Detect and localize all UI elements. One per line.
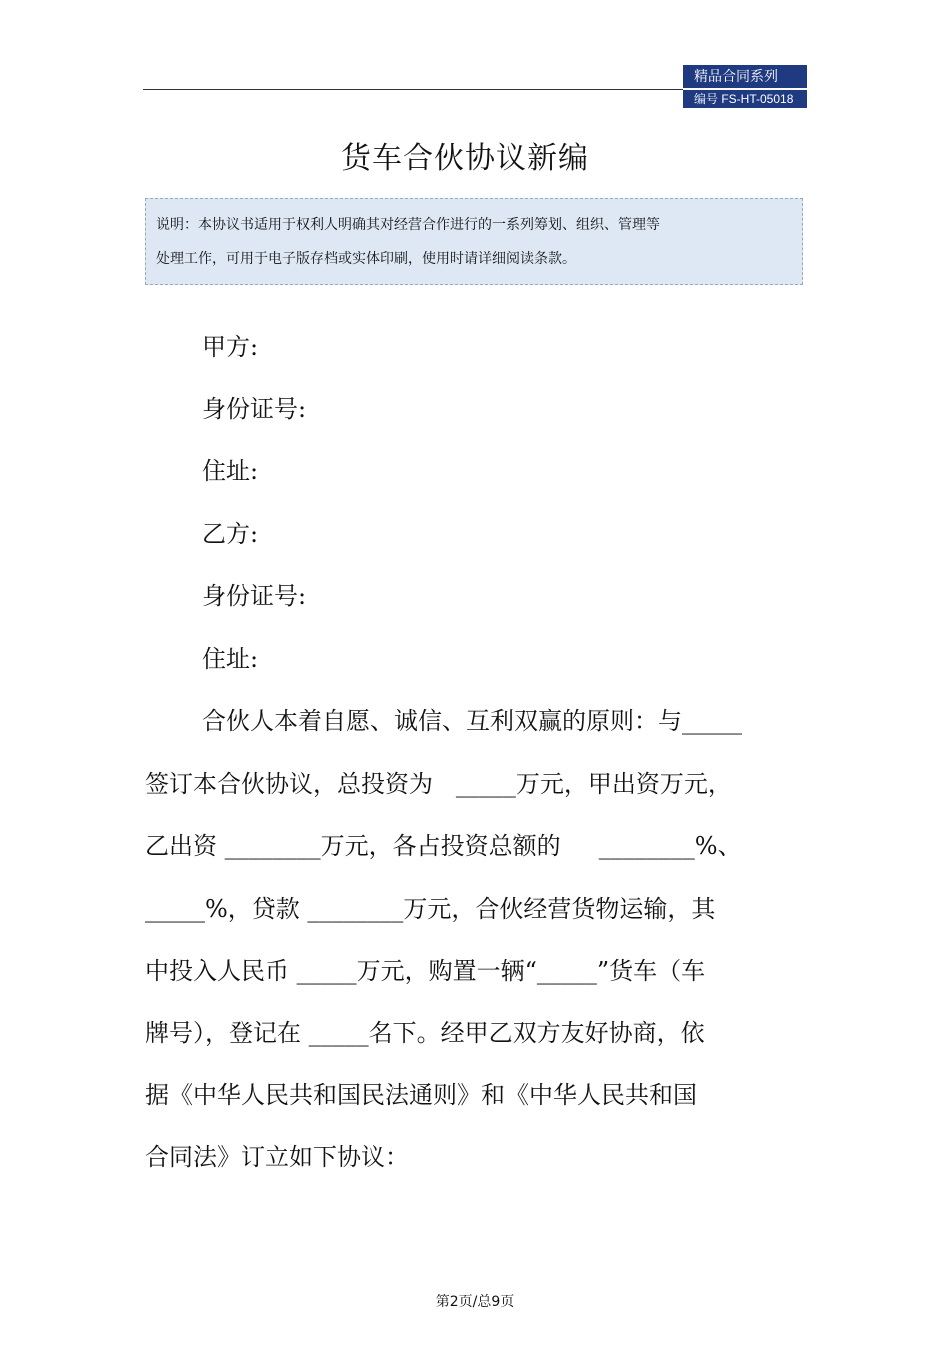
body-line: 据《中华人民共和国民法通则》和《中华人民共和国: [145, 1081, 697, 1109]
party-b-address-label: 住址:: [202, 645, 259, 673]
series-label: 精品合同系列: [683, 65, 807, 88]
body-line: 签订本合伙协议，总投资为 _____万元，甲出资万元，: [145, 770, 732, 798]
note-line: 处理工作，可用于电子版存档或实体印刷，使用时请详细阅读条款。: [156, 251, 576, 267]
party-a-address-label: 住址:: [202, 457, 259, 485]
doc-number: 编号 FS-HT-05018: [683, 89, 807, 108]
body-line: _____%，贷款 ________万元，合伙经营货物运输，其: [145, 895, 716, 923]
party-a-label: 甲方:: [202, 333, 259, 361]
body-line: 合伙人本着自愿、诚信、互利双赢的原则：与_____: [202, 707, 742, 735]
note-line: 说明：本协议书适用于权利人明确其对经营合作进行的一系列筹划、组织、管理等: [156, 217, 660, 233]
body-line: 乙出资 ________万元，各占投资总额的 ________%、: [145, 832, 742, 860]
instruction-note: [145, 198, 803, 285]
party-b-label: 乙方:: [202, 520, 259, 548]
body-line: 中投入人民币 _____万元，购置一辆“_____”货车（车: [145, 957, 706, 985]
document-title: 货车合伙协议新编: [341, 141, 589, 176]
body-line: 牌号），登记在 _____名下。经甲乙双方友好协商，依: [145, 1019, 705, 1047]
party-b-id-label: 身份证号:: [202, 582, 307, 610]
party-a-id-label: 身份证号:: [202, 395, 307, 423]
header-rule: [143, 89, 683, 90]
series-badge: [683, 65, 807, 108]
body-line: 合同法》订立如下协议：: [145, 1143, 409, 1171]
page-indicator: 第2页/总9页: [435, 1294, 515, 1310]
